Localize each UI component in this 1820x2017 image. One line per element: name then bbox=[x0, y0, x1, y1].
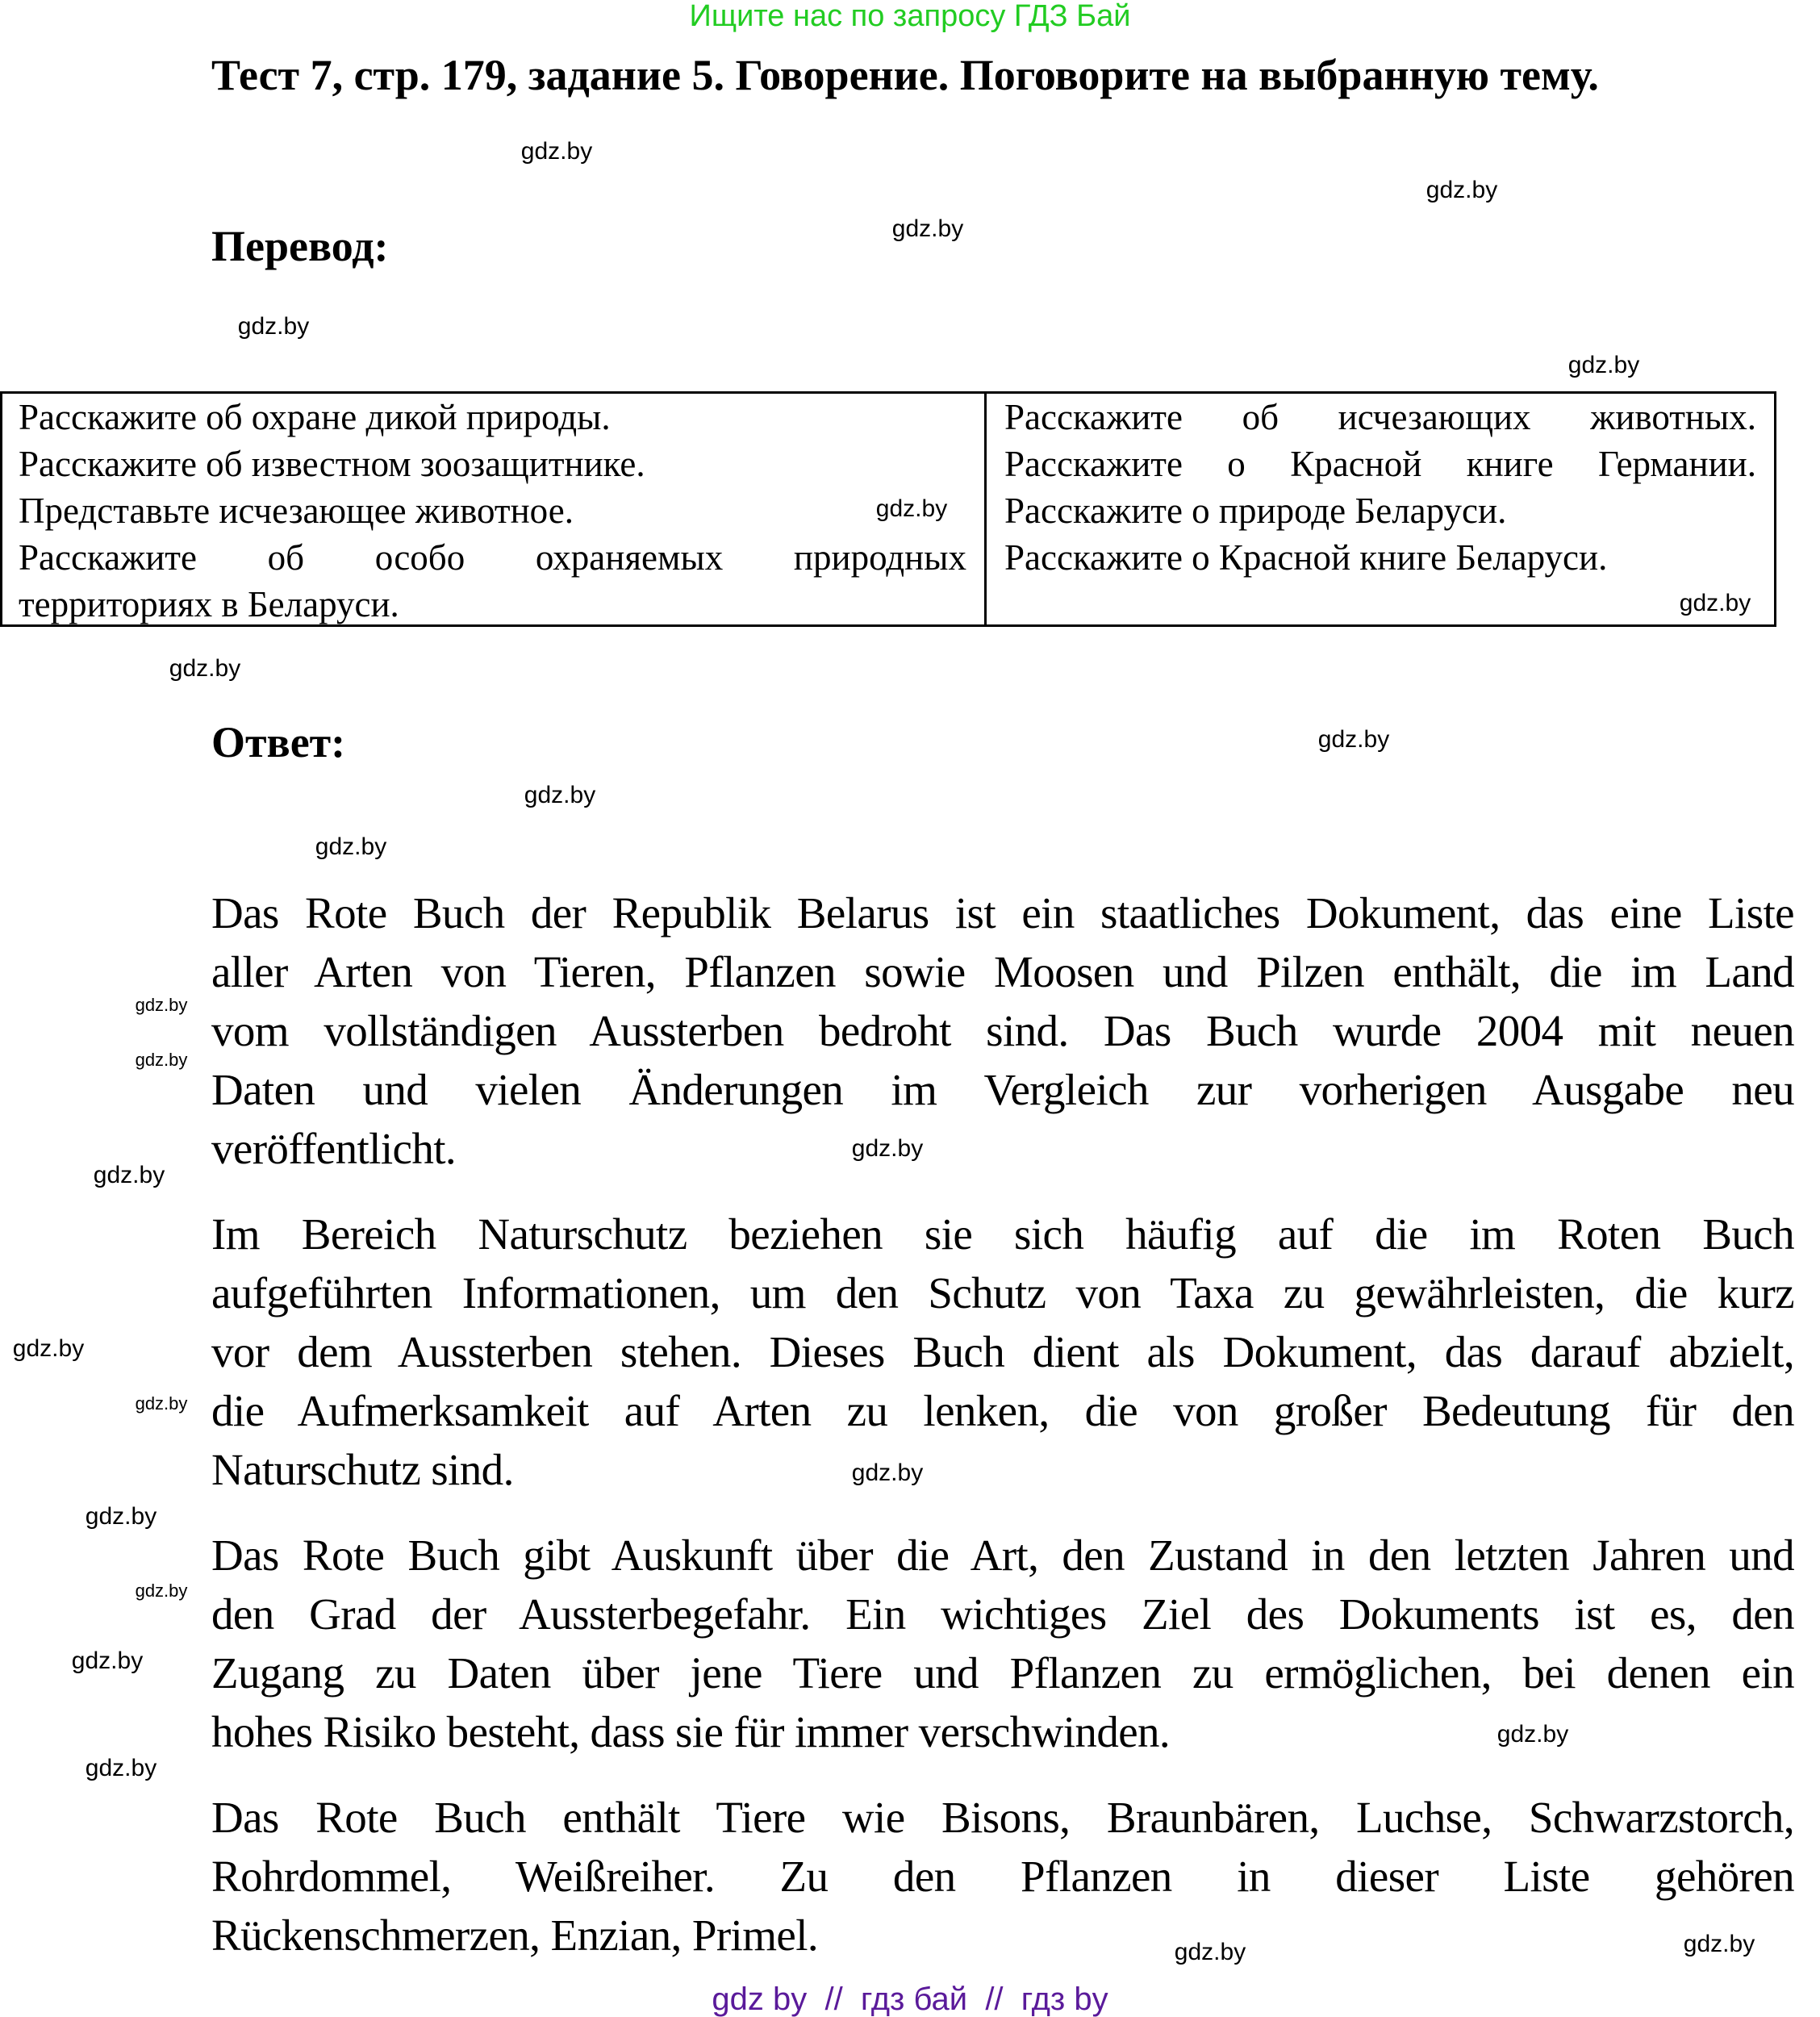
answer-paragraph-4 bbox=[211, 1788, 1794, 1965]
topic-line: Расскажите об особо охраняемых природных bbox=[19, 537, 966, 578]
text-line: die Aufmerksamkeit auf Arten zu lenken, die von großer Bedeutung für den bbox=[211, 1386, 1794, 1435]
watermark: gdz.by bbox=[237, 313, 310, 340]
topic-line: Представьте исчезающее животное. bbox=[19, 491, 574, 531]
watermark: gdz.by bbox=[875, 495, 948, 522]
topic-line: Расскажите о природе Беларуси. bbox=[1004, 491, 1507, 531]
watermark: gdz.by bbox=[169, 655, 241, 682]
watermark: gdz.by bbox=[135, 1581, 188, 1601]
text-line: veröffentlicht. bbox=[211, 1124, 457, 1173]
watermark: gdz.by bbox=[520, 138, 593, 165]
watermark: gdz.by bbox=[12, 1335, 85, 1362]
text-line: vom vollständigen Aussterben bedroht sind. Das Buch wurde 2004 mit neuen bbox=[211, 1006, 1794, 1055]
text-line: aufgeführten Informationen, um den Schutz von Taxa zu gewährleisten, die kurz bbox=[211, 1268, 1794, 1318]
watermark: gdz.by bbox=[1683, 1931, 1755, 1957]
answer-paragraph-2 bbox=[211, 1205, 1794, 1499]
text-line: vor dem Aussterben stehen. Dieses Buch dient als Dokument, das darauf abzielt, bbox=[211, 1327, 1794, 1376]
topics-left-cell bbox=[2, 394, 987, 624]
text-line: Das Rote Buch der Republik Belarus ist ein staatliches Dokument, das eine Liste bbox=[211, 888, 1794, 938]
text-line: Naturschutz sind. bbox=[211, 1445, 514, 1494]
text-line: Im Bereich Naturschutz beziehen sie sich häufig auf die im Roten Buch bbox=[211, 1209, 1794, 1259]
topic-line: Расскажите об известном зоозащитнике. bbox=[19, 444, 645, 484]
text-line: Daten und vielen Änderungen im Vergleich zur vorherigen Ausgabe neu bbox=[211, 1065, 1794, 1114]
topic-line: Расскажите об охране дикой природы. bbox=[19, 397, 611, 437]
text-line: Das Rote Buch enthält Tiere wie Bisons, Braunbären, Luchse, Schwarzstorch, bbox=[211, 1793, 1794, 1842]
watermark: gdz.by bbox=[1174, 1939, 1246, 1965]
text-line: Zugang zu Daten über jene Tiere und Pflanzen zu ermöglichen, bei denen ein bbox=[211, 1648, 1794, 1698]
topics-right-cell bbox=[987, 394, 1774, 624]
watermark: gdz.by bbox=[1679, 590, 1751, 616]
text-line: hohes Risiko besteht, dass sie für immer verschwinden. bbox=[211, 1707, 1171, 1756]
text-line: Rückenschmerzen, Enzian, Primel. bbox=[211, 1911, 819, 1960]
topic-line: Расскажите о Красной книге Беларуси. bbox=[1004, 537, 1608, 578]
watermark: gdz.by bbox=[524, 782, 596, 808]
watermark: gdz.by bbox=[1317, 726, 1390, 753]
watermark: gdz.by bbox=[851, 1460, 924, 1486]
topic-line: Расскажите об исчезающих животных. bbox=[1004, 397, 1756, 437]
topic-line: территориях в Беларуси. bbox=[19, 584, 399, 624]
watermark: gdz.by bbox=[135, 1393, 188, 1414]
watermark: gdz.by bbox=[135, 1050, 188, 1070]
answer-heading: Ответ: bbox=[211, 718, 346, 766]
translation-heading: Перевод: bbox=[211, 222, 389, 270]
footer-links[interactable]: gdz by // гдз бай // гдз by bbox=[712, 1982, 1108, 2017]
watermark: gdz.by bbox=[851, 1135, 924, 1162]
watermark: gdz.by bbox=[891, 215, 964, 242]
page-title: Тест 7, стр. 179, задание 5. Говорение. Поговорите на выбранную тему. bbox=[211, 51, 1599, 99]
watermark: gdz.by bbox=[85, 1503, 157, 1530]
watermark: gdz.by bbox=[1426, 177, 1498, 203]
watermark: gdz.by bbox=[1567, 352, 1640, 378]
watermark: gdz.by bbox=[135, 995, 188, 1015]
watermark: gdz.by bbox=[1496, 1721, 1569, 1748]
topic-line: Расскажите о Красной книге Германии. bbox=[1004, 444, 1756, 484]
text-line: Rohrdommel, Weißreiher. Zu den Pflanzen in dieser Liste gehören bbox=[211, 1852, 1794, 1901]
answer-text bbox=[211, 883, 1794, 1965]
watermark: gdz.by bbox=[71, 1647, 144, 1674]
watermark: gdz.by bbox=[315, 833, 387, 860]
answer-paragraph-1 bbox=[211, 883, 1794, 1178]
text-line: den Grad der Aussterbegefahr. Ein wichtiges Ziel des Dokuments ist es, den bbox=[211, 1589, 1794, 1639]
text-line: aller Arten von Tieren, Pflanzen sowie Moosen und Pilzen enthält, die im Land bbox=[211, 947, 1794, 996]
watermark: gdz.by bbox=[93, 1162, 165, 1188]
search-promo-link[interactable]: Ищите нас по запросу ГДЗ Бай bbox=[689, 0, 1131, 33]
text-line: Das Rote Buch gibt Auskunft über die Art, den Zustand in den letzten Jahren und bbox=[211, 1530, 1794, 1580]
watermark: gdz.by bbox=[85, 1755, 157, 1781]
